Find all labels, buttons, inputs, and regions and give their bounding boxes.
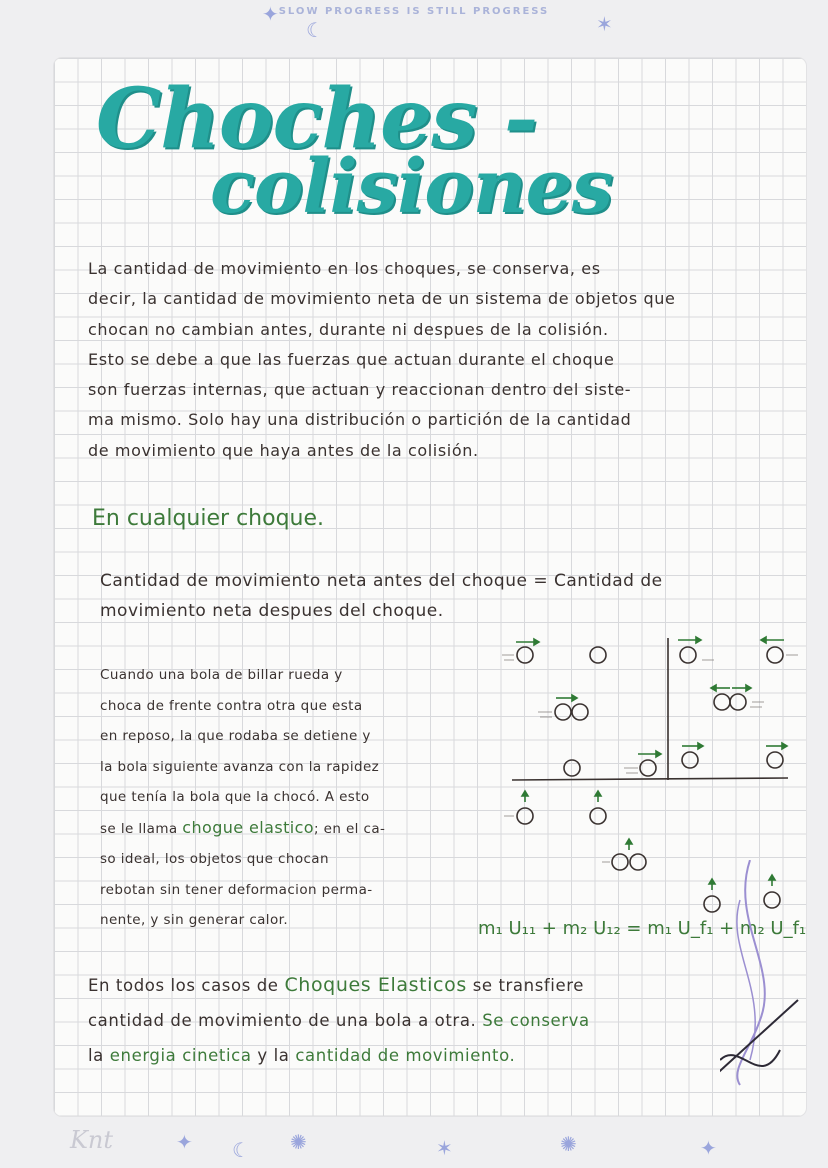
ball <box>630 854 646 870</box>
sparkle-icon: ✦ <box>176 1130 193 1154</box>
ball <box>555 704 571 720</box>
intro-line: son fuerzas internas, que actuan y reaccionan dentro del siste- <box>88 380 632 400</box>
star-icon: ✶ <box>596 12 613 36</box>
title-line-2: colisiones <box>210 144 613 230</box>
ball <box>767 752 783 768</box>
body-line <box>100 813 480 845</box>
body-text: ; en el ca- <box>313 820 386 837</box>
ball <box>714 694 730 710</box>
ball <box>590 647 606 663</box>
intro-line: de movimiento que haya antes de la colisión. <box>88 440 479 460</box>
equation-line: movimiento neta despues del choque. <box>100 601 444 621</box>
brand-logo: Knt <box>70 1126 114 1154</box>
body-line: choca de frente contra otra que esta <box>100 697 363 714</box>
body-line: que tenía la bola que la chocó. A esto <box>100 789 370 805</box>
ball <box>572 704 588 720</box>
equation-text <box>100 566 790 626</box>
body-line: en reposo, la que rodaba se detiene y <box>100 728 371 744</box>
ball <box>767 647 783 663</box>
intro-line: ma mismo. Solo hay una distribución o partición de la cantidad <box>88 410 632 430</box>
conclusion-line <box>88 1038 778 1073</box>
conclusion-line <box>88 1003 778 1038</box>
sparkle-icon: ✦ <box>700 1136 717 1160</box>
body-line: rebotan sin tener deformacion perma- <box>100 881 373 898</box>
intro-line: chocan no cambian antes, durante ni despues de la colisión. <box>88 319 609 339</box>
body-line: nente, y sin generar calor. <box>100 912 289 928</box>
elastic-term: chogue elastico <box>182 817 314 837</box>
sun-icon: ✺ <box>560 1132 577 1156</box>
sun-icon: ✺ <box>290 1130 307 1154</box>
ball <box>612 854 628 870</box>
body-line: la bola siguiente avanza con la rapidez <box>100 758 380 775</box>
ball <box>517 808 533 824</box>
signature-scribble <box>720 860 810 1090</box>
equation-line: Cantidad de movimiento neta antes del choque = Cantidad de <box>100 571 663 591</box>
intro-paragraph <box>88 254 788 466</box>
conclusion-text: En todos los casos de <box>88 976 279 995</box>
conclusion-paragraph <box>88 968 778 1073</box>
momentum-formula: m₁ U₁₁ + m₂ U₁₂ = m₁ U_f₁ + m₂ U_f₁ <box>478 918 807 939</box>
ball <box>730 694 746 710</box>
star-icon: ✶ <box>436 1136 453 1160</box>
conclusion-text: la <box>88 1046 104 1065</box>
momentum-term: cantidad de movimiento. <box>295 1046 516 1065</box>
conserved-term: Se conserva <box>482 1011 590 1030</box>
ball <box>517 647 533 663</box>
ball <box>564 760 580 776</box>
ball <box>680 647 696 663</box>
body-text: se le llama <box>100 820 178 837</box>
divider-line <box>512 778 788 780</box>
ball <box>704 896 720 912</box>
body-line: so ideal, los objetos que chocan <box>100 851 329 867</box>
banner-text: SLOW PROGRESS IS STILL PROGRESS <box>278 6 550 17</box>
kinetic-energy-term: energia cinetica <box>109 1046 252 1065</box>
conclusion-text: se transfiere <box>472 976 585 995</box>
ball <box>640 760 656 776</box>
intro-line: Esto se debe a que las fuerzas que actuan durante el choque <box>88 349 615 369</box>
conclusion-text: cantidad de movimiento de una bola a otra. <box>88 1011 477 1030</box>
intro-line: decir, la cantidad de movimiento neta de un sistema de objetos que <box>88 289 676 309</box>
title-line-1: Choches - <box>96 71 538 167</box>
subheading: En cualquier choque. <box>92 506 324 531</box>
ball <box>590 808 606 824</box>
body-line: Cuando una bola de billar rueda y <box>100 667 343 683</box>
sparkle-icon: ✦ <box>262 2 279 26</box>
conclusion-line <box>88 968 778 1003</box>
ball <box>682 752 698 768</box>
elastic-collisions-term: Choques Elasticos <box>284 974 467 996</box>
intro-line: La cantidad de movimiento en los choques, se conserva, es <box>88 259 601 278</box>
moon-icon: ☾ <box>306 18 324 42</box>
billiard-paragraph <box>100 660 480 936</box>
moon-icon: ☾ <box>232 1138 250 1162</box>
conclusion-text: y la <box>257 1046 290 1065</box>
